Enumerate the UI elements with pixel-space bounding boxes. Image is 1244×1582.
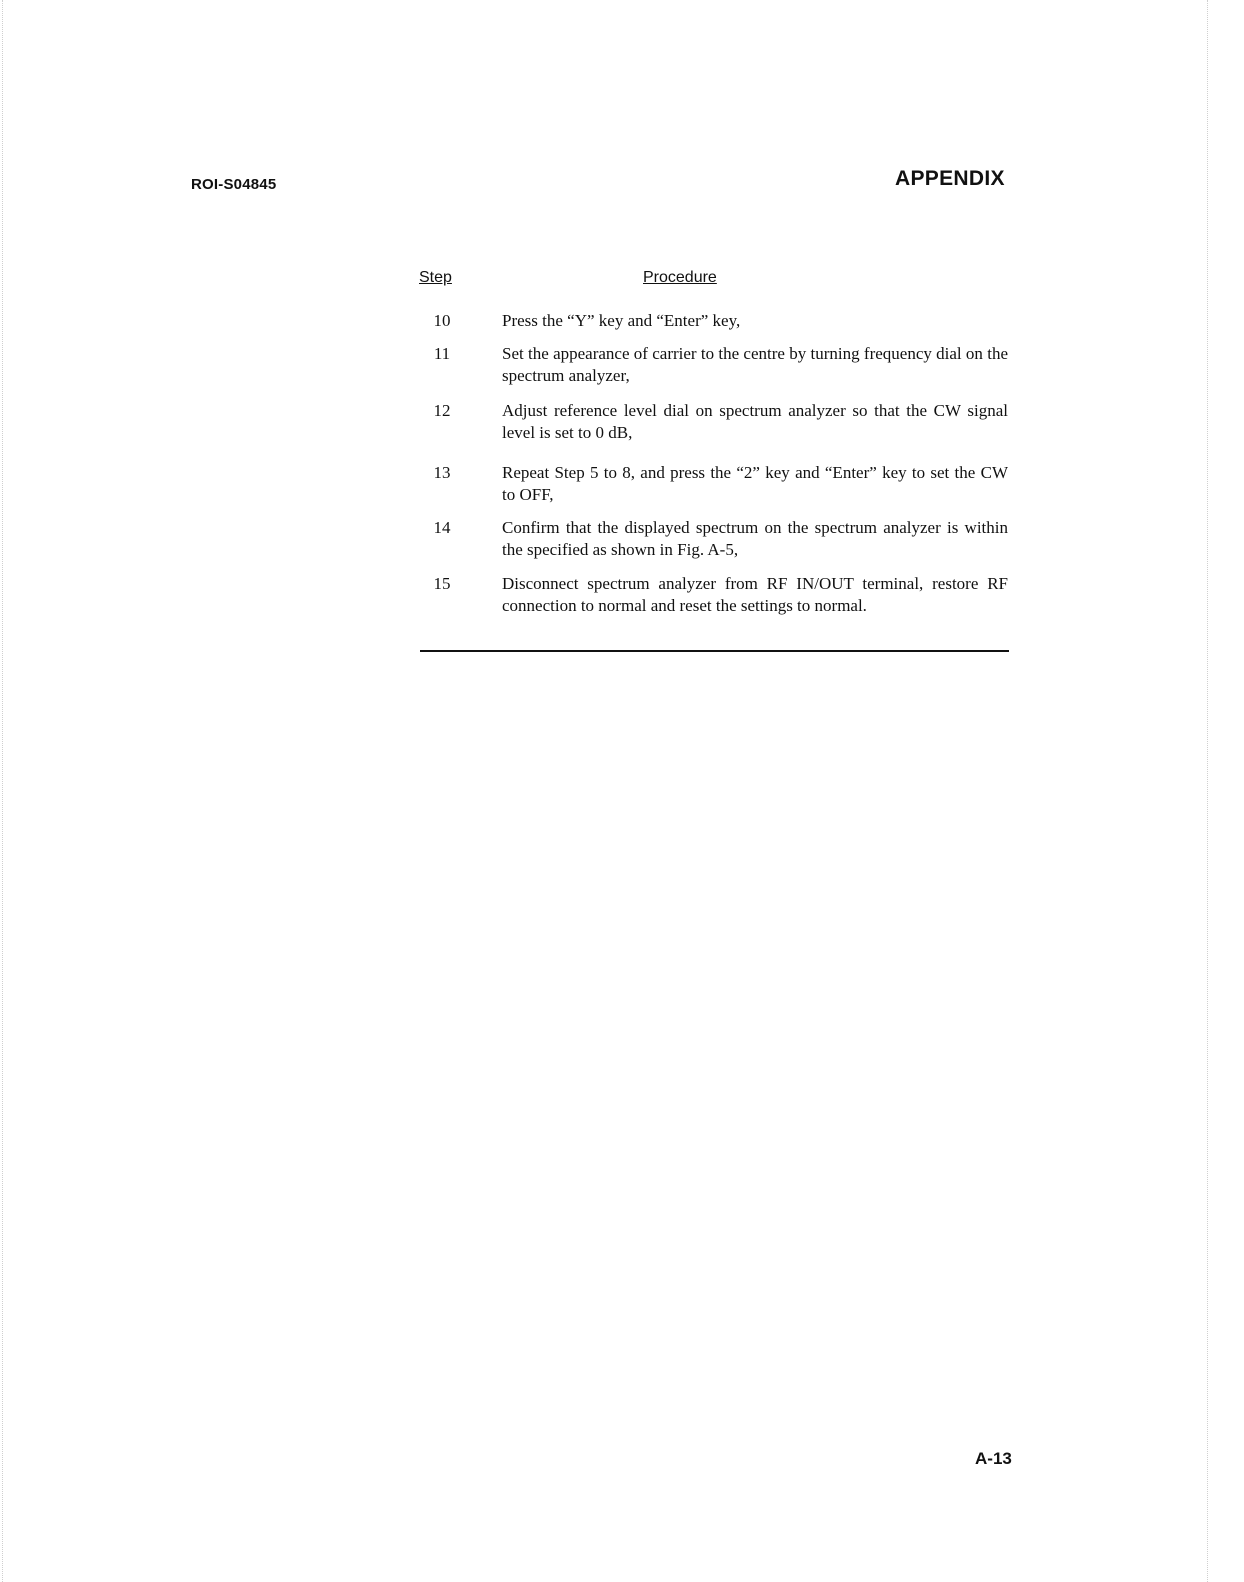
step-text: Adjust reference level dial on spectrum analyzer so that the CW signal level is set to 0 dB, <box>502 401 1008 442</box>
step-text: Repeat Step 5 to 8, and press the “2” key and “Enter” key to set the CW to OFF, <box>502 463 1008 504</box>
scan-edge-right <box>1207 0 1208 1582</box>
step-number: 14 <box>433 518 451 537</box>
section-title: APPENDIX <box>895 167 1005 190</box>
step-text: Confirm that the displayed spectrum on the spectrum analyzer is within the specified as shown in Fig. A-5, <box>502 518 1008 559</box>
step-text: Press the “Y” key and “Enter” key, <box>502 311 741 330</box>
table-bottom-rule <box>420 650 1009 652</box>
step-number: 11 <box>433 344 451 363</box>
step-number: 12 <box>433 401 451 420</box>
step-number: 13 <box>433 463 451 482</box>
step-text: Set the appearance of carrier to the centre by turning frequency dial on the spectrum analyzer, <box>502 344 1008 385</box>
document-id: ROI-S04845 <box>191 176 277 193</box>
scan-edge-left <box>2 0 3 1582</box>
page-number: A-13 <box>975 1449 1012 1468</box>
column-header-step: Step <box>419 269 452 286</box>
column-header-procedure: Procedure <box>643 269 717 286</box>
step-number: 15 <box>433 574 451 593</box>
step-number: 10 <box>433 311 451 330</box>
step-text: Disconnect spectrum analyzer from RF IN/OUT terminal, restore RF connection to normal and reset the settings to normal. <box>502 574 1008 615</box>
